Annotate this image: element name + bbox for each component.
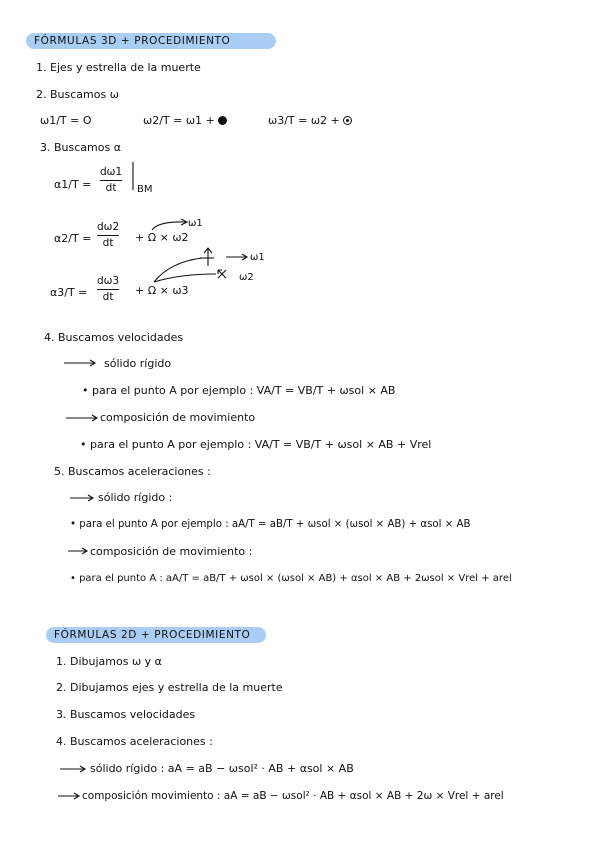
velocity-composition: composición de movimiento (100, 411, 256, 424)
alpha3-arrow-label-1: ω1 (250, 252, 265, 263)
step-4-3d: 4. Buscamos velocidades (44, 331, 184, 344)
omega2-text: ω2/T = ω1 + (143, 114, 215, 127)
alpha3-left: α3/T = (50, 286, 88, 299)
alpha1-fraction (100, 166, 122, 195)
filled-dot-icon (218, 116, 227, 125)
alpha3-right: + Ω × ω3 (135, 284, 189, 297)
alpha2-fraction (97, 221, 119, 250)
alpha1-left: α1/T = (54, 178, 92, 191)
arrow-icon (64, 359, 98, 367)
arrow-icon (66, 414, 100, 422)
alpha3-arrow-label-2: ω2 (239, 272, 254, 283)
arrow-icon (58, 792, 82, 800)
accel-rigid: sólido rígido : (98, 491, 173, 504)
accel-composition: composición de movimiento : (90, 545, 253, 558)
alpha2-arrow-label: ω1 (188, 218, 203, 229)
step-2-3d: 2. Buscamos ω (36, 88, 119, 101)
step-1-3d: 1. Ejes y estrella de la muerte (36, 61, 201, 74)
velocity-composition-eq: • para el punto A por ejemplo : VA/T = VB/T + ωsol × AB + Vrel (80, 438, 432, 451)
arrow-icon (68, 547, 90, 555)
alpha1-sub: BM (137, 184, 153, 195)
step-3-3d: 3. Buscamos α (40, 141, 121, 154)
alpha3-fraction (97, 275, 119, 304)
curved-arrow-icon (150, 218, 190, 232)
accel-2d-rigid: sólido rígido : aA = aB − ωsol² · AB + αsol × AB (90, 762, 354, 775)
alpha1-num: dω1 (100, 166, 123, 178)
step-4-2d: 4. Buscamos aceleraciones : (56, 735, 213, 748)
arrow-icon (70, 494, 96, 502)
omega3-eq (268, 114, 352, 128)
step-3-2d: 3. Buscamos velocidades (56, 708, 196, 721)
accel-2d-composition: composición movimiento : aA = aB − ωsol² · AB + αsol × AB + 2ω × Vrel + arel (82, 790, 504, 802)
step-5-3d: 5. Buscamos aceleraciones : (54, 465, 211, 478)
omega3-text: ω3/T = ω2 + (268, 114, 340, 127)
accel-composition-eq: • para el punto A : aA/T = aB/T + ωsol × (ωsol × AB) + αsol × AB + 2ωsol × Vrel + arel (70, 573, 512, 584)
alpha3-num: dω3 (97, 275, 120, 287)
step-1-2d: 1. Dibujamos ω y α (56, 655, 162, 668)
alpha1-den: dt (105, 182, 117, 194)
alpha2-den: dt (102, 237, 114, 249)
section-3d-title: FÓRMULAS 3D + PROCEDIMIENTO (26, 33, 276, 49)
omega1-eq: ω1/T = O (40, 114, 92, 127)
velocity-rigid-eq: • para el punto A por ejemplo : VA/T = VB/T + ωsol × AB (82, 384, 396, 397)
omega2-eq (143, 114, 227, 128)
alpha2-num: dω2 (97, 221, 120, 233)
step-2-2d: 2. Dibujamos ejes y estrella de la muerte (56, 681, 283, 694)
accel-rigid-eq: • para el punto A por ejemplo : aA/T = aB/T + ωsol × (ωsol × AB) + αsol × AB (70, 519, 471, 530)
circled-dot-icon (343, 116, 352, 125)
arrow-icon (60, 765, 88, 773)
alpha2-right: + Ω × ω2 (135, 231, 189, 244)
alpha2-left: α2/T = (54, 232, 92, 245)
section-2d-title: FÓRMULAS 2D + PROCEDIMIENTO (46, 627, 266, 643)
velocity-rigid: sólido rígido (104, 357, 172, 370)
alpha3-den: dt (102, 291, 114, 303)
